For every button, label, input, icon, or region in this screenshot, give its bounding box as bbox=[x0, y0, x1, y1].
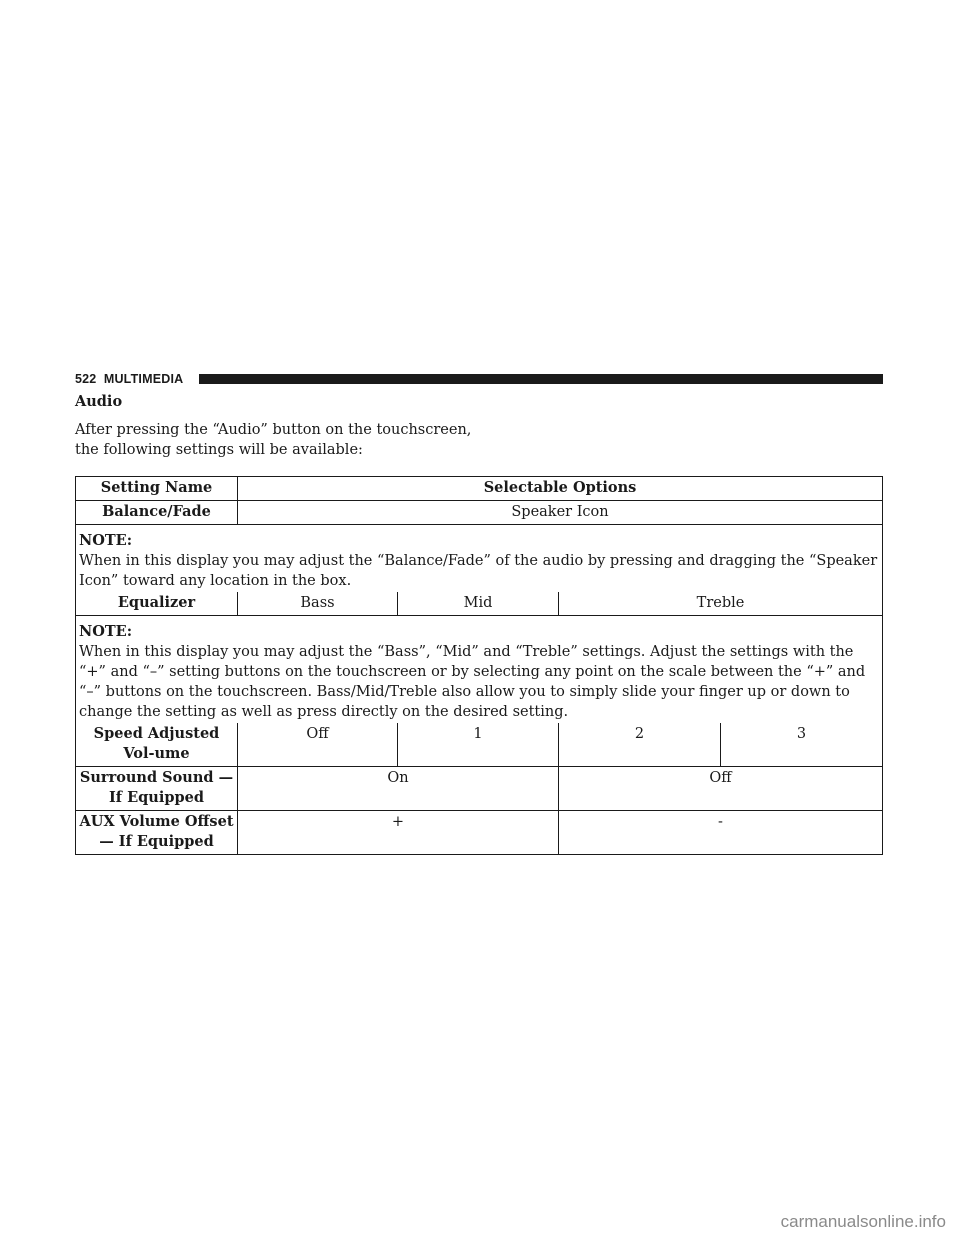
option-3: 3 bbox=[721, 723, 883, 767]
option-off: Off bbox=[559, 767, 883, 811]
header-setting-name: Setting Name bbox=[76, 477, 238, 501]
setting-name-equalizer: Equalizer bbox=[76, 592, 238, 616]
section-title: MULTIMEDIA bbox=[103, 372, 184, 386]
option-treble: Treble bbox=[559, 592, 883, 616]
option-speaker-icon: Speaker Icon bbox=[238, 501, 883, 525]
table-row-balance bbox=[76, 501, 883, 525]
header-rule bbox=[199, 374, 883, 384]
setting-name-speed-volume: Speed Adjusted Vol-ume bbox=[76, 723, 238, 767]
page-header bbox=[75, 372, 883, 386]
option-off: Off bbox=[238, 723, 398, 767]
setting-name-surround: Surround Sound — If Equipped bbox=[76, 767, 238, 811]
note-equalizer bbox=[76, 616, 883, 724]
note-label: NOTE: bbox=[79, 532, 133, 549]
audio-settings-table bbox=[75, 476, 883, 855]
note-text: When in this display you may adjust the “Balance/Fade” of the audio by pressing and dragging the “Speaker Icon” toward any location in the box. bbox=[79, 553, 878, 589]
option-mid: Mid bbox=[398, 592, 559, 616]
option-on: On bbox=[238, 767, 559, 811]
table-row-aux bbox=[76, 811, 883, 855]
table-row-note-2 bbox=[76, 616, 883, 724]
option-plus: + bbox=[238, 811, 559, 855]
page-number-section bbox=[75, 372, 183, 386]
table-row-surround bbox=[76, 767, 883, 811]
note-label: NOTE: bbox=[79, 623, 133, 640]
setting-name-aux: AUX Volume Offset — If Equipped bbox=[76, 811, 238, 855]
watermark-text: carmanualsonline.info bbox=[780, 1212, 946, 1231]
table-row-equalizer bbox=[76, 592, 883, 616]
setting-name-balance: Balance/Fade bbox=[76, 501, 238, 525]
table-row-speed-volume bbox=[76, 723, 883, 767]
intro-paragraph: After pressing the “Audio” button on the touchscreen, the following settings will be available: bbox=[75, 422, 472, 458]
option-2: 2 bbox=[559, 723, 721, 767]
header-selectable-options: Selectable Options bbox=[238, 477, 883, 501]
option-minus: - bbox=[559, 811, 883, 855]
page-number: 522 bbox=[75, 372, 97, 386]
table-header-row bbox=[76, 477, 883, 501]
option-bass: Bass bbox=[238, 592, 398, 616]
note-balance bbox=[76, 525, 883, 593]
note-text: When in this display you may adjust the “Bass”, “Mid” and “Treble” settings. Adjust the settings with the “+” and “–” setting buttons on the touchscreen or by selecting any point on the scale between the “+” and “–” buttons on the touchscreen. Bass/Mid/Treble also allow you to simply slide your finger up or down to change the setting as well as press directly on the desired setting. bbox=[79, 644, 866, 720]
option-1: 1 bbox=[398, 723, 559, 767]
section-heading: Audio bbox=[75, 393, 123, 410]
table-row-note-1 bbox=[76, 525, 883, 593]
